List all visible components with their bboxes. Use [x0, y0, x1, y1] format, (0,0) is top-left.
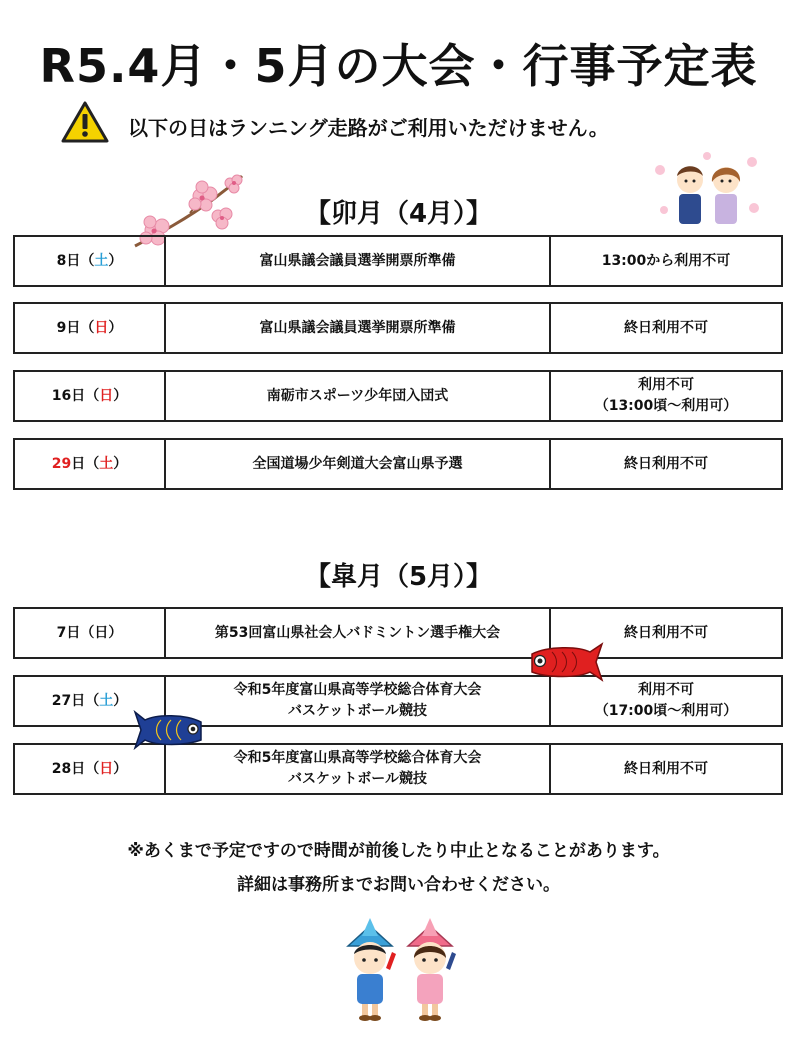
date-cell: 7日（日）	[13, 609, 166, 657]
table-row	[13, 743, 783, 795]
status-cell: 13:00から利用不可	[551, 237, 783, 285]
table-row	[13, 607, 783, 659]
section-title-may: 【皐月（5月）】	[304, 562, 493, 592]
warning-icon	[60, 100, 110, 144]
table-row	[13, 675, 783, 727]
date-cell: 9日（日）	[13, 304, 166, 352]
status-cell: 利用不可 （17:00頃～利用可）	[551, 677, 783, 725]
event-cell: 第53回富山県社会人バドミントン選手権大会	[166, 609, 551, 657]
status-cell: 終日利用不可	[551, 304, 783, 352]
date-cell: 8日（土）	[13, 237, 166, 285]
red-carp-streamer-icon	[528, 640, 604, 690]
event-cell: 南砺市スポーツ少年団入団式	[166, 372, 551, 420]
notice-text: 以下の日はランニング走路がご利用いただけません。	[128, 116, 609, 140]
footer-note: ※あくまで予定ですので時間が前後したり中止となることがあります。	[127, 841, 670, 861]
date-cell: 16日（日）	[13, 372, 166, 420]
date-cell: 28日（日）	[13, 745, 166, 793]
event-cell: 令和5年度富山県高等学校総合体育大会 バスケットボール競技	[166, 745, 551, 793]
section-title-april: 【卯月（4月）】	[304, 199, 493, 229]
page-title: R5.4月・5月の大会・行事予定表	[39, 39, 758, 93]
status-cell: 利用不可 （13:00頃～利用可）	[551, 372, 783, 420]
status-cell: 終日利用不可	[551, 609, 783, 657]
event-cell: 富山県議会議員選挙開票所準備	[166, 304, 551, 352]
status-cell: 終日利用不可	[551, 745, 783, 793]
table-row	[13, 370, 783, 422]
date-cell: 29日（土）	[13, 440, 166, 488]
event-cell: 令和5年度富山県高等学校総合体育大会 バスケットボール競技	[166, 677, 551, 725]
kids-kabuto-icon	[340, 912, 460, 1024]
event-cell: 全国道場少年剣道大会富山県予選	[166, 440, 551, 488]
table-row	[13, 302, 783, 354]
date-cell: 27日（土）	[13, 677, 166, 725]
notice	[60, 100, 760, 144]
blue-carp-streamer-icon	[133, 708, 205, 754]
footer-contact: 詳細は事務所までお問い合わせください。	[237, 875, 560, 895]
status-cell: 終日利用不可	[551, 440, 783, 488]
event-cell: 富山県議会議員選挙開票所準備	[166, 237, 551, 285]
table-row	[13, 438, 783, 490]
table-row	[13, 235, 783, 287]
